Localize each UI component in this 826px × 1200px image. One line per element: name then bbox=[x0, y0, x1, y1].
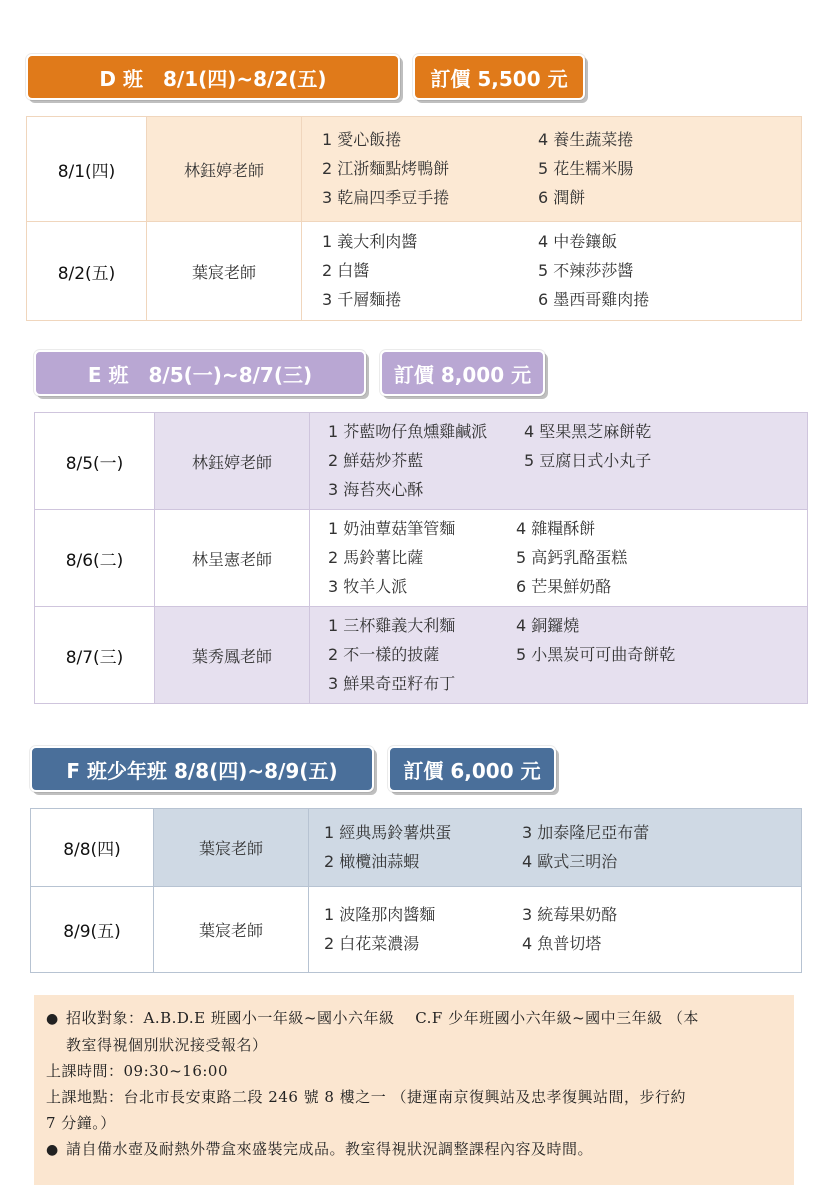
d-class-tab bbox=[26, 54, 400, 100]
row-dishes bbox=[310, 607, 808, 704]
e-class-tab bbox=[34, 350, 366, 396]
f-class-label: F 班少年班 8/8(四)~8/9(五) bbox=[66, 758, 338, 783]
dish-item: 4 歐式三明治 bbox=[522, 852, 618, 871]
dish-item: 2 白醬 bbox=[322, 261, 370, 280]
f-price-tab bbox=[388, 746, 556, 792]
dish-item: 5 高鈣乳酪蛋糕 bbox=[516, 548, 628, 567]
e-price-label: 訂價 8,000 元 bbox=[393, 362, 532, 387]
f-class-tab bbox=[30, 746, 374, 792]
dish-item: 3 乾扁四季豆手捲 bbox=[322, 188, 450, 207]
table-row bbox=[27, 222, 802, 321]
row-date: 8/1(四) bbox=[27, 117, 147, 222]
row-date: 8/2(五) bbox=[27, 222, 147, 321]
notice-text: 請自備水壺及耐熱外帶盒來盛裝完成品。教室得視狀況調整課程內容及時間。 bbox=[66, 1140, 594, 1158]
row-date: 8/6(二) bbox=[35, 510, 155, 607]
enrollment-line-cont: 教室得視個別狀況接受報名） bbox=[66, 1036, 268, 1054]
d-price-tab bbox=[413, 54, 585, 100]
dish-item: 2 不一樣的披薩 bbox=[328, 645, 440, 664]
e-schedule-table bbox=[34, 412, 808, 704]
dish-item: 2 馬鈴薯比薩 bbox=[328, 548, 424, 567]
dish-item: 5 花生糯米腸 bbox=[538, 159, 634, 178]
table-row bbox=[35, 607, 808, 704]
dish-item: 5 小黑炭可可曲奇餅乾 bbox=[516, 645, 676, 664]
class-location: 上課地點：台北市長安東路二段 246 號 8 樓之一 （捷運南京復興站及忠孝復興站間，步行約 bbox=[46, 1088, 687, 1106]
row-teacher: 葉秀鳳老師 bbox=[155, 607, 310, 704]
row-teacher: 林鈺婷老師 bbox=[155, 413, 310, 510]
f-schedule-table bbox=[30, 808, 802, 973]
class-time: 上課時間：09:30~16:00 bbox=[46, 1062, 229, 1080]
dish-item: 1 波隆那肉醬麵 bbox=[324, 905, 436, 924]
dish-item: 3 鮮果奇亞籽布丁 bbox=[328, 674, 456, 693]
row-dishes bbox=[309, 809, 802, 887]
dish-item: 3 加泰隆尼亞布蕾 bbox=[522, 823, 650, 842]
row-teacher: 葉宸老師 bbox=[154, 809, 309, 887]
row-dishes bbox=[302, 222, 802, 321]
row-date: 8/9(五) bbox=[31, 887, 154, 973]
d-class-label: D 班 8/1(四)~8/2(五) bbox=[99, 66, 327, 91]
dish-item: 3 海苔夾心酥 bbox=[328, 480, 424, 499]
enrollment-text: 招收對象：A.B.D.E 班國小一年級~國小六年級 C.F 少年班國小六年級~國中三年級 （本 bbox=[66, 1009, 699, 1027]
dish-item: 3 千層麵捲 bbox=[322, 290, 402, 309]
dish-item: 5 不辣莎莎醬 bbox=[538, 261, 634, 280]
table-row bbox=[31, 887, 802, 973]
class-location-cont: 7 分鐘。） bbox=[46, 1114, 116, 1132]
table-row bbox=[35, 413, 808, 510]
dish-item: 1 奶油蕈菇筆管麵 bbox=[328, 519, 456, 538]
dish-item: 2 江浙麵點烤鴨餅 bbox=[322, 159, 450, 178]
dish-item: 4 銅鑼燒 bbox=[516, 616, 580, 635]
dish-item: 3 牧羊人派 bbox=[328, 577, 408, 596]
table-row bbox=[31, 809, 802, 887]
dish-item: 4 雜糧酥餅 bbox=[516, 519, 596, 538]
row-dishes bbox=[302, 117, 802, 222]
bullet-icon: ● bbox=[46, 1011, 59, 1027]
bullet-icon: ● bbox=[46, 1142, 59, 1158]
e-price-tab bbox=[380, 350, 545, 396]
row-date: 8/7(三) bbox=[35, 607, 155, 704]
d-price-label: 訂價 5,500 元 bbox=[430, 66, 568, 91]
row-teacher: 林鈺婷老師 bbox=[147, 117, 302, 222]
info-box bbox=[34, 995, 794, 1185]
dish-item: 6 墨西哥雞肉捲 bbox=[538, 290, 650, 309]
row-date: 8/5(一) bbox=[35, 413, 155, 510]
table-row bbox=[35, 510, 808, 607]
dish-item: 2 白花菜濃湯 bbox=[324, 934, 420, 953]
table-row bbox=[27, 117, 802, 222]
dish-item: 1 愛心飯捲 bbox=[322, 130, 402, 149]
dish-item: 3 統莓果奶酪 bbox=[522, 905, 618, 924]
dish-item: 5 豆腐日式小丸子 bbox=[524, 451, 652, 470]
dish-item: 4 魚普切塔 bbox=[522, 934, 602, 953]
dish-item: 4 堅果黑芝麻餅乾 bbox=[524, 422, 652, 441]
dish-item: 1 經典馬鈴薯烘蛋 bbox=[324, 823, 452, 842]
dish-item: 4 中卷鑲飯 bbox=[538, 232, 618, 251]
dish-item: 4 養生蔬菜捲 bbox=[538, 130, 634, 149]
e-class-label: E 班 8/5(一)~8/7(三) bbox=[87, 362, 313, 387]
row-dishes bbox=[309, 887, 802, 973]
row-teacher: 葉宸老師 bbox=[154, 887, 309, 973]
d-schedule-table bbox=[26, 116, 802, 321]
dish-item: 6 潤餅 bbox=[538, 188, 586, 207]
row-date: 8/8(四) bbox=[31, 809, 154, 887]
row-teacher: 林呈憲老師 bbox=[155, 510, 310, 607]
dish-item: 1 三杯雞義大利麵 bbox=[328, 616, 456, 635]
row-dishes bbox=[310, 413, 808, 510]
dish-item bbox=[524, 478, 797, 502]
dish-item: 1 芥藍吻仔魚燻雞鹹派 bbox=[328, 422, 488, 441]
dish-item: 1 義大利肉醬 bbox=[322, 232, 418, 251]
row-dishes bbox=[310, 510, 808, 607]
notice-line bbox=[46, 1136, 782, 1163]
enrollment-line bbox=[46, 1005, 782, 1032]
dish-item: 2 鮮菇炒芥藍 bbox=[328, 451, 424, 470]
f-price-label: 訂價 6,000 元 bbox=[403, 758, 541, 783]
dish-item: 2 橄欖油蒜蝦 bbox=[324, 852, 420, 871]
row-teacher: 葉宸老師 bbox=[147, 222, 302, 321]
dish-item: 6 芒果鮮奶酪 bbox=[516, 577, 612, 596]
dish-item bbox=[516, 672, 797, 696]
